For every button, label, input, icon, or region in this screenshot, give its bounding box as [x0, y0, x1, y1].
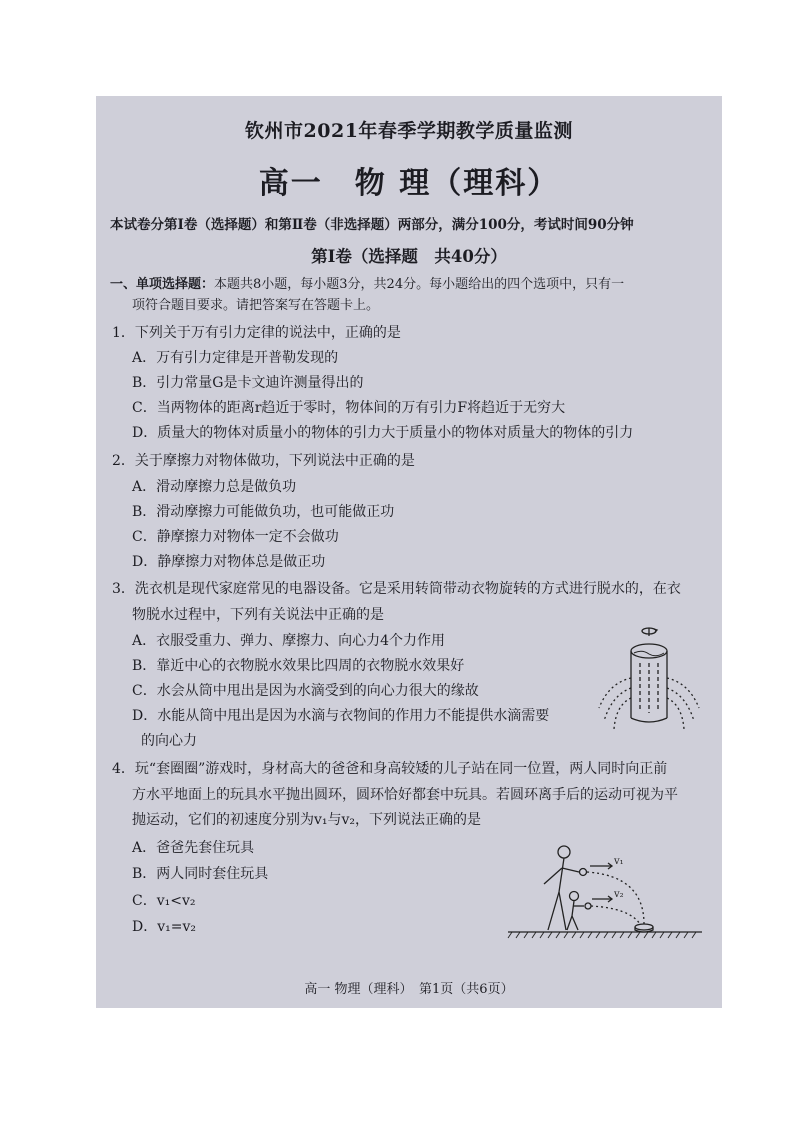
- q2-option-d: D．静摩擦力对物体总是做正功: [132, 554, 326, 570]
- question-4-stem-line-3: 抛运动，它们的初速度分别为v₁与v₂，下列说法正确的是: [132, 812, 482, 828]
- question-3-stem-line-1: 3．洗衣机是现代家庭常见的电器设备。它是采用转筒带动衣物旋转的方式进行脱水的，在衣: [112, 581, 681, 597]
- q2-option-b: B．滑动摩擦力可能做负功，也可能做正功: [132, 504, 395, 520]
- q1-option-d: D．质量大的物体对质量小的物体的引力大于质量小的物体对质量大的物体的引力: [132, 425, 634, 441]
- q3-option-c: C．水会从筒中甩出是因为水滴受到的向心力很大的缘故: [132, 683, 479, 699]
- instructions-line-2: 项符合题目要求。请把答案写在答题卡上。: [132, 298, 380, 313]
- ring-toss-figure: [504, 844, 704, 942]
- q4-option-c: C．v₁<v₂: [132, 893, 196, 909]
- section-instructions: [110, 274, 710, 316]
- exam-paper: [96, 96, 722, 1008]
- question-1-stem: 1．下列关于万有引力定律的说法中，正确的是: [112, 325, 401, 341]
- q3-option-d: D．水能从筒中甩出是因为水滴与衣物间的作用力不能提供水滴需要: [132, 708, 550, 724]
- exam-title: 钦州市2021年春季学期教学质量监测: [245, 120, 573, 142]
- instructions-label: 一、单项选择题：: [110, 277, 215, 292]
- exam-info: 本试卷分第Ⅰ卷（选择题）和第Ⅱ卷（非选择题）两部分，满分100分，考试时间90分钟: [110, 217, 634, 233]
- q4-option-b: B．两人同时套住玩具: [132, 866, 269, 882]
- subject-title: 高一 物 理（理科）: [258, 166, 560, 201]
- q3-option-d-cont: 的向心力: [141, 733, 197, 749]
- instructions-line-1: 本题共8小题，每小题3分，共24分。每小题给出的四个选项中，只有一: [214, 277, 625, 292]
- q3-option-b: B．靠近中心的衣物脱水效果比四周的衣物脱水效果好: [132, 658, 465, 674]
- q3-option-a: A．衣服受重力、弹力、摩擦力、向心力4个力作用: [132, 633, 446, 649]
- v2-label: v₂: [614, 889, 624, 900]
- page-footer: 高一 物理（理科） 第1页（共6页）: [304, 982, 514, 997]
- question-3-stem-line-2: 物脱水过程中，下列有关说法中正确的是: [132, 607, 384, 623]
- v1-label: v₁: [614, 856, 624, 867]
- question-2-stem: 2．关于摩擦力对物体做功，下列说法中正确的是: [112, 453, 415, 469]
- q2-option-c: C．静摩擦力对物体一定不会做功: [132, 529, 339, 545]
- question-4-stem-line-2: 方水平地面上的玩具水平抛出圆环，圆环恰好都套中玩具。若圆环离手后的运动可视为平: [132, 787, 678, 803]
- q4-option-d: D．v₁=v₂: [132, 919, 196, 935]
- question-4-stem-line-1: 4．玩“套圈圈”游戏时，身材高大的爸爸和身高较矮的儿子站在同一位置，两人同时向正前: [112, 761, 668, 777]
- section-title: 第Ⅰ卷（选择题 共40分）: [311, 247, 507, 266]
- q1-option-c: C．当两物体的距离r趋近于零时，物体间的万有引力F将趋近于无穷大: [132, 400, 566, 416]
- q4-option-a: A．爸爸先套住玩具: [132, 840, 255, 856]
- q1-option-b: B．引力常量G是卡文迪许测量得出的: [132, 375, 364, 391]
- washing-drum-figure: [594, 623, 704, 735]
- q1-option-a: A．万有引力定律是开普勒发现的: [132, 350, 339, 366]
- q2-option-a: A．滑动摩擦力总是做负功: [132, 479, 297, 495]
